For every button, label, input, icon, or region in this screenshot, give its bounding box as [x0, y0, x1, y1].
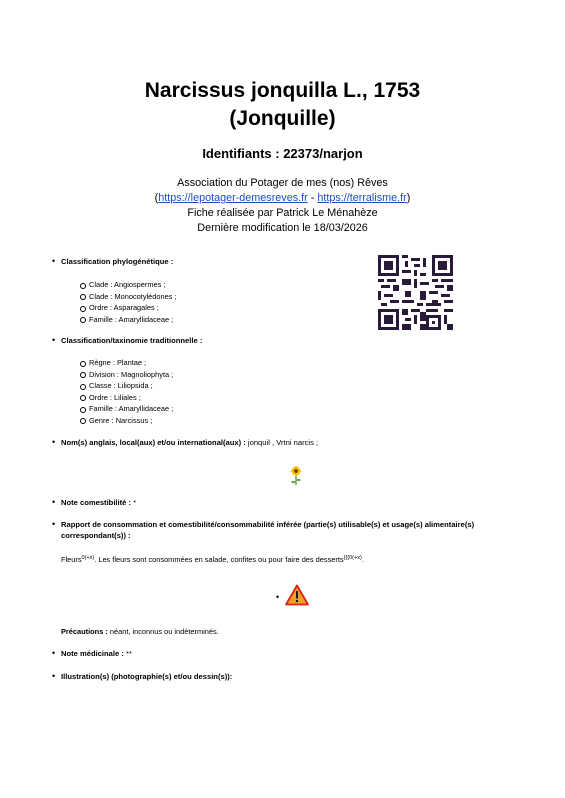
list-item: Règne : Plantae ;	[80, 357, 173, 369]
identifiers: Identifiants : 22373/narjon	[202, 146, 363, 161]
phylo-heading: Classification phylogénétique :	[61, 257, 174, 266]
medicinal-heading: Note médicinale :	[61, 649, 124, 658]
edible-value: *	[131, 498, 137, 507]
list-item: Ordre : Asparagales ;	[80, 302, 177, 314]
list-item: Division : Magnoliophyta ;	[80, 369, 173, 381]
page-title-line2: (Jonquille)	[229, 107, 336, 130]
edible-heading: Note comestibilité :	[61, 498, 132, 507]
traditional-heading: Classification/taxinomie traditionnelle :	[61, 336, 203, 345]
link-lepotager[interactable]: https://lepotager-demesreves.fr	[158, 192, 308, 204]
sunflower-icon	[289, 466, 303, 486]
list-item: Clade : Monocotylédones ;	[80, 291, 177, 303]
qr-code-icon	[378, 255, 453, 330]
warning-triangle-icon	[285, 584, 309, 606]
traditional-list	[80, 357, 173, 427]
illustrations-heading: Illustration(s) (photographie(s) et/ou dessin(s)):	[61, 672, 233, 681]
names-heading: Nom(s) anglais, local(aux) et/ou international(aux) :	[61, 438, 246, 447]
consumption-heading: Rapport de consommation et comestibilité/consommabilité inférée (partie(s) utilisable(s) et usage(s) alimentaire(s) correspondant(s)) :	[61, 520, 475, 540]
warning-bullet: •	[276, 592, 280, 602]
last-modified: Dernière modification le 18/03/2026	[197, 222, 368, 234]
precautions-value: néant, inconnus ou indéterminés.	[107, 627, 219, 636]
link-terralisme[interactable]: https://terralisme.fr	[317, 192, 407, 204]
medicinal-value: **	[123, 649, 132, 658]
consumption-text: Fleurs$^{0(+x)}$. Les fleurs sont consommées en salade, confites ou pour faire des desserts$^{\{\{\{0(+x)}$.	[61, 555, 364, 564]
precautions-heading: Précautions :	[61, 627, 108, 636]
list-item: Ordre : Liliales ;	[80, 392, 173, 404]
list-item: Famille : Amaryllidaceae ;	[80, 314, 177, 326]
names-value: jonquil , Vrtni narcis ;	[245, 438, 319, 447]
list-item: Genre : Narcissus ;	[80, 415, 173, 427]
page-title-line1: Narcissus jonquilla L., 1753	[144, 79, 421, 102]
association-links: (https://lepotager-demesreves.fr - https://terralisme.fr)	[154, 192, 411, 204]
precautions	[61, 626, 219, 637]
phylo-list	[80, 279, 177, 325]
list-item: Classe : Liliopsida ;	[80, 380, 173, 392]
association-name: Association du Potager de mes (nos) Rêves	[177, 177, 388, 189]
document-page: Narcissus jonquilla L., 1753 (Jonquille) Identifiants : 22373/narjon Association du Potager de mes (nos) Rêves (https://lepotager-demesreves.fr - https://terralisme.fr) Fiche réalisée par Patrick Le Ménahèze Dernière modification le 18/03/2026 • Classification phylogénétique : Clade : Angiospermes ; Clade : Monocotylédones ; Ordre : Asparagales ; Famille : Amaryllidaceae ; • Classification/taxinomie traditionnelle : Règne : Plantae ; Division : Magnoliophyta ; Classe : Liliopsida ; Ordre : Liliales ; Famille : Amaryllidaceae ; Genre : Narcissus ; • Nom(s) anglais, local(aux) et/ou international(aux) : jonquil , Vrtni narcis ; • Note comestibilité : * • Rapport de consommation et comestibilité/consommabilité inférée (partie(s) utilisable(s) et usage(s) alimentaire(s) correspondant(s)) : Fleurs$^{0(+x)}$. Les fleurs sont consommées en salade, confites ou pour faire des desserts$^{\{\{\{0(+x)}$. • Précautions : néant, inconnus ou indéterminés. • Note médicinale : ** • Illustration(s) (photographie(s) et/ou dessin(s)):	[0, 0, 565, 798]
list-item: Famille : Amaryllidaceae ;	[80, 403, 173, 415]
author-line: Fiche réalisée par Patrick Le Ménahèze	[187, 207, 378, 219]
list-item: Clade : Angiospermes ;	[80, 279, 177, 291]
